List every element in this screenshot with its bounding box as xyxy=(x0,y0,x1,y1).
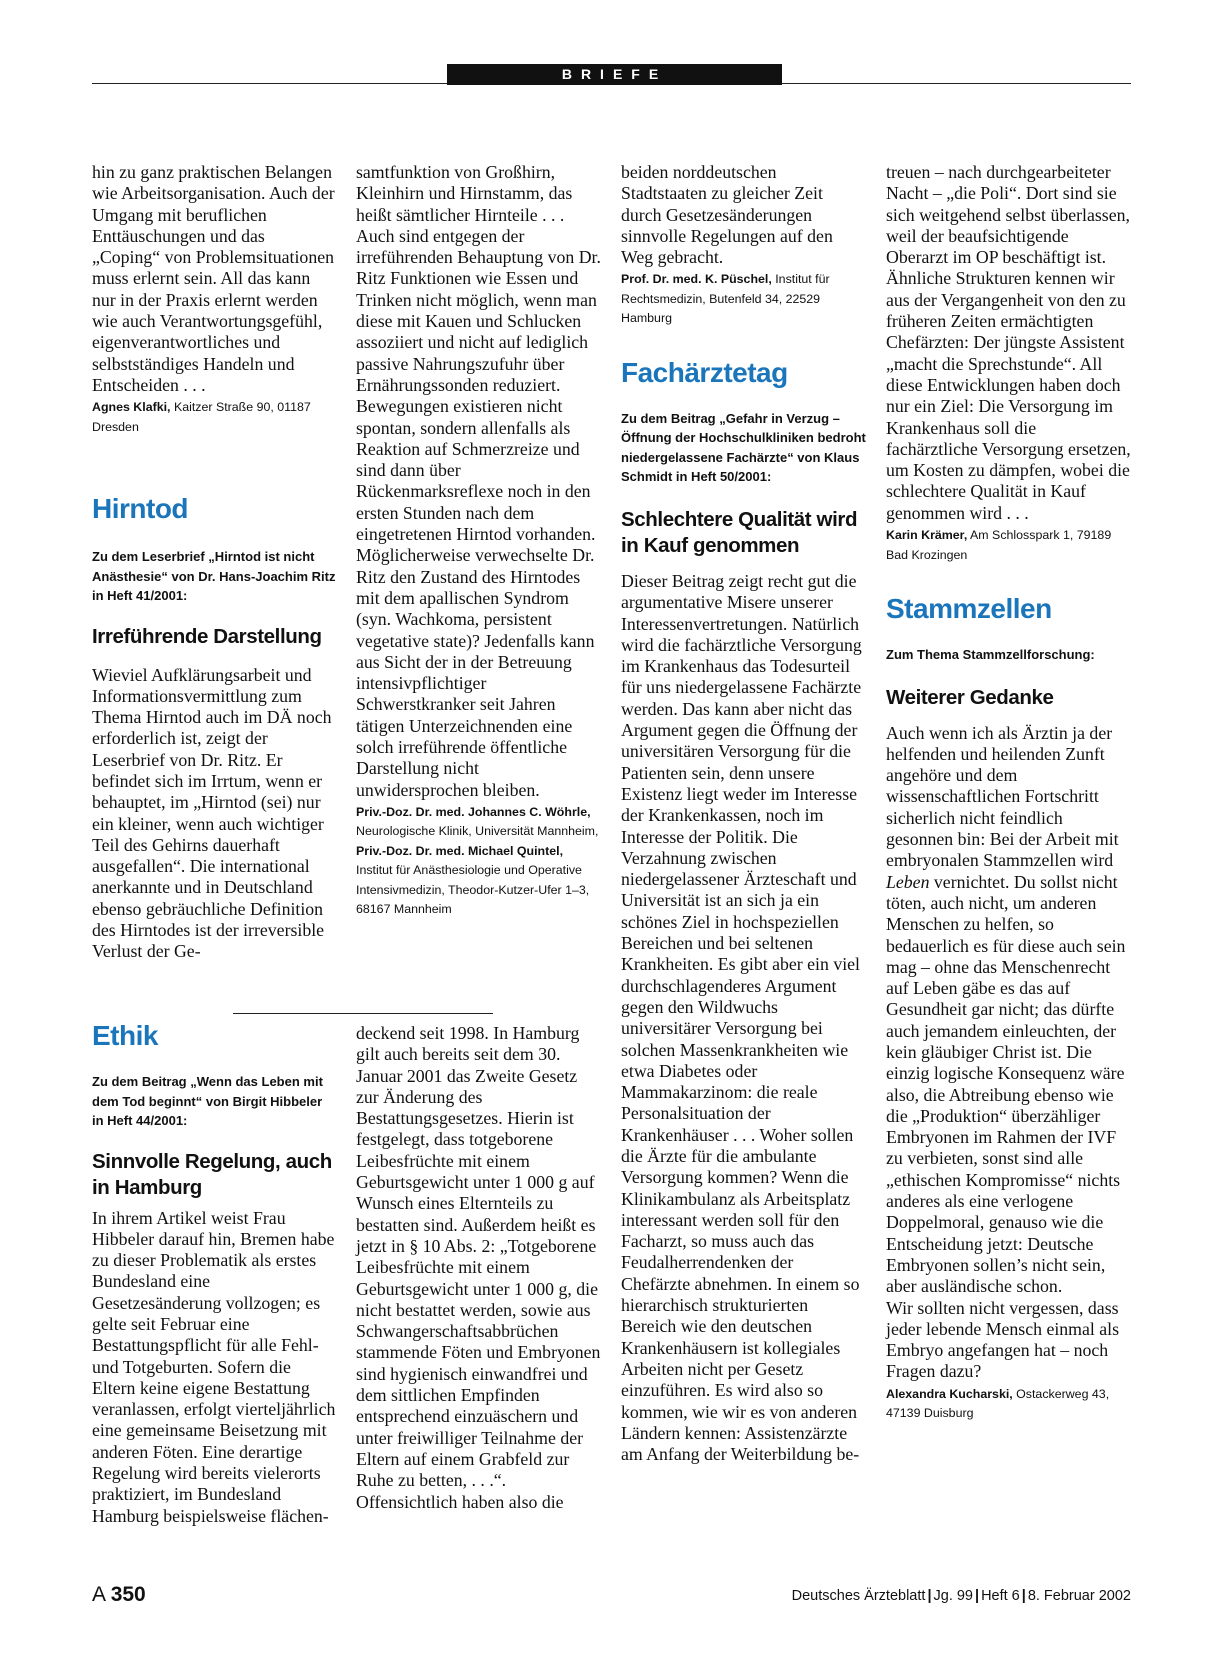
journal-volume: Jg. 99 xyxy=(933,1588,973,1604)
letter-title: Irreführende Darstellung xyxy=(92,624,322,648)
letter-signature: Priv.-Doz. Dr. med. Johannes C. Wöhrle, Neurologische Klinik, Universität Mannheim, Priv.-Doz. Dr. med. Michael Quintel, Institut für Anästhesiologie und Operative Intensivmedizin, Theodor-Kutzer-Ufer 1–3, 68167 Mannheim xyxy=(356,804,599,917)
letter-text: Wieviel Aufklärungsarbeit und Informationsvermittlung zum Thema Hirntod auch im DÄ noch erforderlich ist, zeigt der Leserbrief von Dr. Ritz. Er befindet sich im Irrtum, wenn er behauptet, im „Hirntod (sei) nur ein kleiner, wenn auch wichtiger Teil des Gehirns dauerhaft ausgefallen“. Die international anerkannte und in Deutschland ebenso gebräuchliche Definition des Hirntodes ist der irreversible Verlust der Ge- xyxy=(92,664,332,962)
section-heading: Fachärztetag xyxy=(621,356,788,388)
section-ethik xyxy=(92,1020,337,1527)
section-divider xyxy=(233,1013,493,1014)
letter-title: Weiterer Gedanke xyxy=(886,685,1054,709)
letter-text: In ihrem Artikel weist Frau Hibbeler darauf hin, Bremen habe zu dieser Problematik als erstes Bundesland eine Gesetzesänderung vollzogen; es gelte seit Februar eine Bestattungspflicht für alle Fehl- und Totgeburten. Sofern die Eltern keine eigene Bestattung veranlassen, erfolgt vierteljährlich eine gemeinsame Beisetzung mit anderen Föten. Eine derartige Regelung wird bereits vielerorts praktiziert, im Bundesland Hamburg beispielsweise flächen- xyxy=(92,1207,336,1526)
letter-text: samtfunktion von Großhirn, Kleinhirn und Hirnstamm, das heißt sämtlicher Hirnteile . . . Auch sind entgegen der irreführenden Behauptung von Dr. Ritz Funktionen wie Essen und Trinken nicht möglich, wenn man diese mit Kauen und Schlucken assoziiert und nicht auf lediglich passive Nahrungszufuhr über Ernährungssonden reduziert. Bewegungen existieren nicht spontan, sondern allenfalls als Reaktion auf Schmerzreize und sind dann über Rückenmarksreflexe noch in den ersten Stunden nach dem eingetretenen Hirntod vorhanden. Möglicherweise verwechselte Dr. Ritz den Zustand des Hirntodes mit dem apallischen Syndrom (syn. Wachkoma, persistent vegetative state)? Jedenfalls kann aus Sicht der in der Betreuung intensivpflichtiger Schwerstkranker seit Jahren tätigen Unterzeichnenden eine solch irreführende öffentliche Darstellung nicht unwidersprochen bleiben. xyxy=(356,162,601,800)
section-heading: Hirntod xyxy=(92,493,189,524)
letter-text: beiden norddeutschen Stadtstaaten zu gleicher Zeit durch Gesetzesänderungen sinnvolle Regelungen auf den Weg gebracht. xyxy=(621,162,833,268)
reference-note: Zu dem Beitrag „Wenn das Leben mit dem Tod beginnt“ von Birgit Hibbeler in Heft 44/2001: xyxy=(92,1074,323,1128)
column-2-bottom xyxy=(356,1023,601,1513)
letter-text: Auch wenn ich als Ärztin ja der helfenden und heilenden Zunft angehöre und dem wissenschaftlichen Fortschritt sicherlich nicht feindlich gesonnen bin: Bei der Arbeit mit embryonalen Stammzellen wird Leben vernichtet. Du sollst nicht töten, auch nicht, um anderen Menschen zu helfen, so bedauerlich es für diese auch sein mag – ohne das Menschenrecht auf Leben gäbe es das auf Gesundheit gar nicht; das dürfte auch jemandem einleuchten, der kein gläubiger Christ ist. Die einzig logische Konsequenz wäre also, die Abtreibung ebenso wie die „Produktion“ überzähliger Embryonen im Rahmen der IVF zu verbieten, sonst sind alle „ethischen Kompromisse“ nichts anderes als eine verlogene Doppelmoral, genauso wie die Entscheidung jetzt: Deutsche Embryonen sollen’s nicht sein, aber ausländische schon. xyxy=(886,722,1126,1297)
reference-note: Zu dem Beitrag „Gefahr in Verzug – Öffnung der Hochschulkliniken bedroht niedergelassene Fachärzte“ von Klaus Schmidt in Heft 50/2001: xyxy=(621,410,866,485)
footer-citation: Deutsches Ärzteblatt | Jg. 99 | Heft 6 | 8. Februar 2002 xyxy=(791,1588,1131,1604)
reference-note: Zum Thema Stammzellforschung: xyxy=(886,647,1095,663)
letter-text: deckend seit 1998. In Hamburg gilt auch bereits seit dem 30. Januar 2001 das Zweite Gesetz zur Änderung des Bestattungsgesetzes. Hierin ist festgelegt, dass totgeborene Leibesfrüchte mit einem Geburtsgewicht unter 1 000 g auf Wunsch eines Elternteils zu bestatten sind. Außerdem heißt es jetzt in § 10 Abs. 2: „Totgeborene Leibesfrüchte mit einem Geburtsgewicht unter 1 000 g, die nicht bestattet werden, sowie aus Schwangerschaftsabbrüchen stammende Föten und Embryonen sind hygienisch einwandfrei und dem sittlichen Empfinden entsprechend einzuäschern und unter freiwilliger Teilnahme der Eltern auf einem Grabfeld zur Ruhe zu betten, . . .“. Offensichtlich haben also die xyxy=(356,1023,601,1512)
letter-signature: Agnes Klafki, Kaitzer Straße 90, 01187 Dresden xyxy=(92,400,311,434)
page-number: A 350 xyxy=(92,1583,146,1606)
letter-text: Dieser Beitrag zeigt recht gut die argumentative Misere unserer Interessenvertretungen. Natürlich wird die fachärztliche Versorgung im Krankenhaus das Todesurteil für uns niedergelassene Fachärzte werden. Das kann aber nicht das Argument gegen die Öffnung der universitären Versorgung für die Patienten sein, denn unsere Existenz liegt weder im Interesse der Krankenkassen, noch im Interesse der Politik. Die Verzahnung zwischen niedergelassener Ärzteschaft und Universität ist an sich ja ein schönes Ziel in hochspeziellen Bereichen und bei seltenen Krankheiten. Es gibt aber ein viel durchschlagenderes Argument gegen den Wildwuchs universitärer Versorgung bei solchen Massenkrankheiten wie etwa Diabetes oder Mammakarzinom: die reale Personalsituation der Krankenhäuser . . . Woher sollen die Ärzte für die ambulante Versorgung kommen? Wenn die Klinikambulanz als Arbeitsplatz interessant werden soll für den Facharzt, so muss auch das Feudalherrendenken der Chefärzte abnehmen. In einem so hierarchisch strukturierten Bereich wie den deutschen Krankenhäusern ist kollegiales Arbeiten nicht per Gesetz einzuführen. Es wird also so kommen, wie wir es von anderen Ländern kennen: Assistenzärzte am Anfang der Weiterbildung be- xyxy=(621,570,862,1465)
column-3 xyxy=(621,162,866,1465)
section-heading: Stammzellen xyxy=(886,593,1052,625)
letter-text: Wir sollten nicht vergessen, dass jeder lebende Mensch einmal als Embryo angefangen hat – noch Fragen dazu? xyxy=(886,1297,1120,1382)
journal-issue: Heft 6 xyxy=(981,1588,1020,1604)
section-hirntod xyxy=(92,493,337,963)
letter-text: hin zu ganz praktischen Belangen wie Arbeitsorganisation. Auch der Umgang mit beruflichen Enttäuschungen und das „Coping“ von Problemsituationen muss erlernt sein. All das kann nur in der Praxis erlernt werden wie auch Verantwortungsgefühl, eigenverantwortliches und selbstständiges Handeln und Entscheiden . . . xyxy=(92,162,335,395)
letter-title: Sinnvolle Regelung, auch in Hamburg xyxy=(92,1149,332,1199)
journal-date: 8. Februar 2002 xyxy=(1027,1588,1131,1604)
column-1-top xyxy=(92,162,337,437)
letter-signature: Prof. Dr. med. K. Püschel, Institut für Rechtsmedizin, Butenfeld 34, 22529 Hamburg xyxy=(621,272,830,326)
reference-note: Zu dem Leserbrief „Hirntod ist nicht Anästhesie“ von Dr. Hans-Joachim Ritz in Heft 41/2001: xyxy=(92,549,336,603)
letter-signature: Alexandra Kucharski, Ostackerweg 43, 47139 Duisburg xyxy=(886,1386,1110,1421)
letter-text: treuen – nach durchgearbeiteter Nacht – „die Poli“. Dort sind sie sich weitgehend selbst überlassen, weil der beaufsichtigende Oberarzt im OP beschäftigt ist. Ähnliche Strukturen kennen wir aus der Vergangenheit von den zu früheren Zeiten ermächtigten Chefärzten: Der jüngste Assistent „macht die Sprechstunde“. All diese Entwicklungen haben doch nur ein Ziel: Die Versorgung im Krankenhaus soll die fachärztliche Versorgung ersetzen, um Kosten zu dämpfen, wobei die schlechtere Qualität in Kauf genommen wird . . . xyxy=(886,162,1131,523)
journal-name: Deutsches Ärzteblatt xyxy=(791,1588,926,1604)
section-label: BRIEFE xyxy=(447,64,782,85)
letter-signature: Karin Krämer, Am Schlosspark 1, 79189 Bad Krozingen xyxy=(886,528,1112,562)
section-heading: Ethik xyxy=(92,1020,158,1051)
column-2-top xyxy=(356,162,601,920)
letter-title: Schlechtere Qualität wird in Kauf genommen xyxy=(621,507,858,557)
column-4 xyxy=(886,162,1131,1424)
